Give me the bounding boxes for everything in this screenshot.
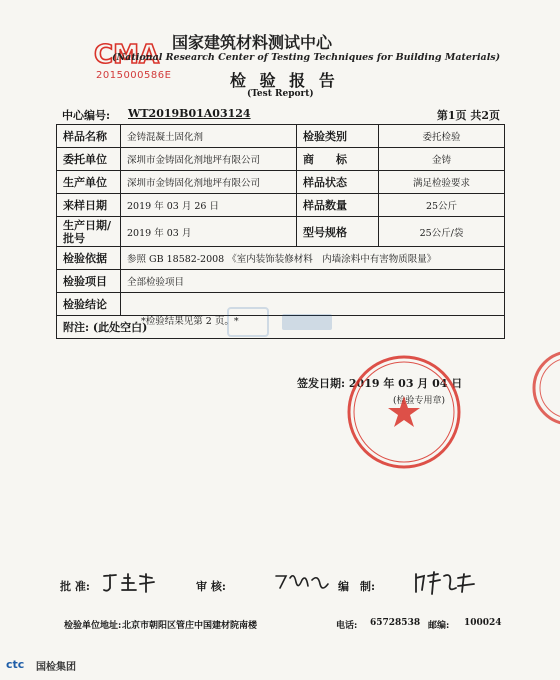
approve-label: 批 准: bbox=[60, 580, 90, 593]
center-code-value: WT2019B01A03124 bbox=[128, 107, 251, 120]
svg-text:CMA: CMA bbox=[94, 40, 160, 68]
stamp-note: (检验专用章) bbox=[393, 396, 446, 406]
field-label: 商 标 bbox=[297, 148, 379, 171]
field-value: 金铸混凝土固化剂 bbox=[121, 125, 297, 148]
tel-label: 电话: bbox=[336, 621, 358, 631]
center-name-cn: 国家建筑材料测试中心 bbox=[172, 33, 333, 52]
address-value: 北京市朝阳区管庄中国建材院南楼 bbox=[122, 621, 258, 631]
table-row bbox=[57, 148, 505, 171]
basis-value: 参照 GB 18582-2008 《室内装饰装修材料 内墙涂料中有害物质限量》 bbox=[121, 247, 505, 270]
page-number: 第1页 共2页 bbox=[436, 109, 500, 122]
items-label: 检验项目 bbox=[57, 270, 121, 293]
approver-signature-icon bbox=[100, 570, 170, 594]
field-value: 深圳市金铸固化剂地坪有限公司 bbox=[121, 148, 297, 171]
field-value: 25公斤 bbox=[379, 194, 505, 217]
field-label: 委托单位 bbox=[57, 148, 121, 171]
field-value: 2019 年 03 月 26 日 bbox=[121, 194, 297, 217]
tel-value: 65728538 bbox=[370, 618, 421, 628]
review-label: 审 核: bbox=[196, 580, 226, 593]
field-label: 生产日期/批号 bbox=[57, 217, 121, 247]
zip-value: 100024 bbox=[464, 618, 502, 628]
ctc-watermark-icon bbox=[226, 302, 336, 342]
compile-label: 编 制: bbox=[338, 580, 376, 593]
field-value: 25公斤/袋 bbox=[379, 217, 505, 247]
conclusion-label: 检验结论 bbox=[57, 293, 121, 316]
field-label: 样品数量 bbox=[297, 194, 379, 217]
ctc-logo-icon: ctc bbox=[6, 658, 25, 671]
field-value: 深圳市金铸固化剂地坪有限公司 bbox=[121, 171, 297, 194]
table-row bbox=[57, 125, 505, 148]
brand-name: 国检集团 bbox=[36, 662, 76, 673]
sign-date: 签发日期: 2019 年 03 月 04 日 bbox=[297, 377, 463, 390]
seam-stamp-icon bbox=[530, 348, 560, 428]
center-name-en: (National Research Center of Testing Techniques for Building Materials) bbox=[112, 52, 501, 63]
conclusion-text: *检验结果见第 2 页。* bbox=[141, 316, 239, 327]
report-title: 检 验 报 告 bbox=[230, 71, 339, 90]
table-row bbox=[57, 194, 505, 217]
table-row bbox=[57, 247, 505, 270]
items-value: 全部检验项目 bbox=[121, 270, 505, 293]
field-label: 样品状态 bbox=[297, 171, 379, 194]
zip-label: 邮编: bbox=[428, 621, 450, 631]
address-label: 检验单位地址: bbox=[64, 621, 122, 631]
compiler-signature-icon bbox=[412, 570, 482, 596]
field-label: 样品名称 bbox=[57, 125, 121, 148]
table-row bbox=[57, 270, 505, 293]
center-code-label: 中心编号: bbox=[62, 109, 111, 122]
basis-label: 检验依据 bbox=[57, 247, 121, 270]
field-label: 来样日期 bbox=[57, 194, 121, 217]
field-label: 生产单位 bbox=[57, 171, 121, 194]
note-label: 附注: (此处空白) bbox=[57, 316, 505, 339]
field-label: 检验类别 bbox=[297, 125, 379, 148]
official-stamp-icon bbox=[344, 352, 464, 472]
field-value: 满足检验要求 bbox=[379, 171, 505, 194]
report-title-en: (Test Report) bbox=[247, 89, 314, 99]
reviewer-signature-icon bbox=[272, 570, 332, 594]
cma-code: 2015000586E bbox=[96, 70, 172, 81]
field-label: 型号规格 bbox=[297, 217, 379, 247]
table-row bbox=[57, 171, 505, 194]
field-value: 金铸 bbox=[379, 148, 505, 171]
field-value: 2019 年 03 月 bbox=[121, 217, 297, 247]
field-value: 委托检验 bbox=[379, 125, 505, 148]
table-row bbox=[57, 217, 505, 247]
